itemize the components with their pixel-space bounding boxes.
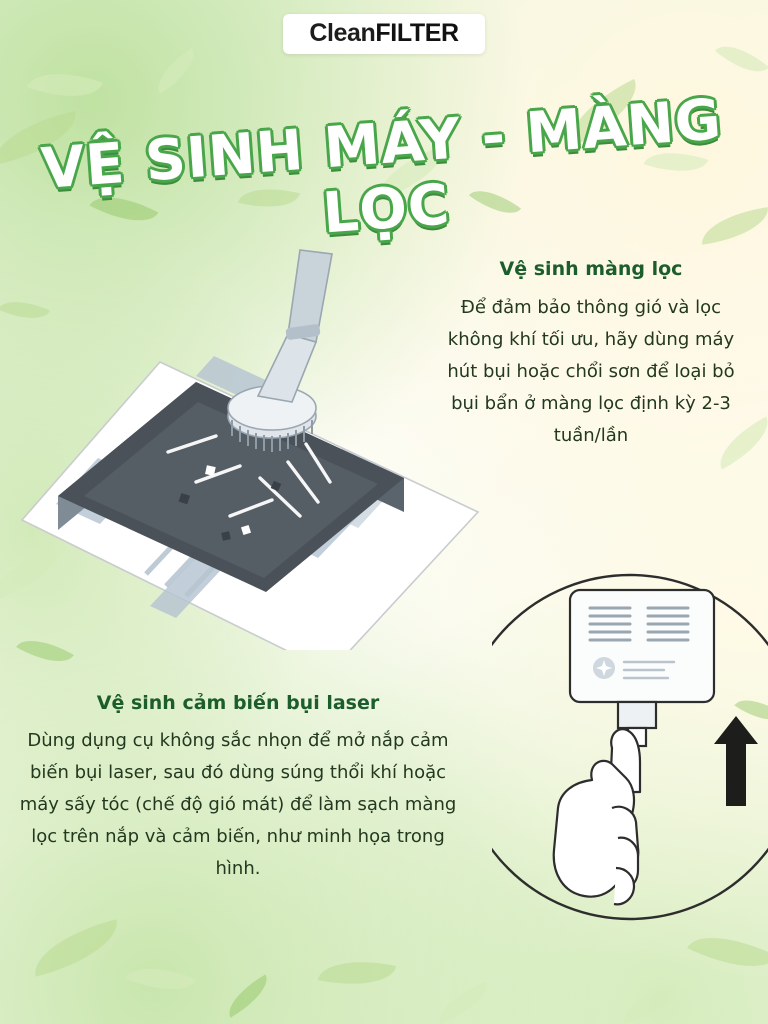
vacuum-cleaning-filter-illustration — [0, 230, 500, 650]
brand-logo-clean: Clean — [309, 19, 376, 47]
section-filter-heading: Vệ sinh màng lọc — [499, 258, 683, 280]
brand-logo-filter: FILTER — [375, 19, 459, 47]
brand-logo-container — [0, 14, 768, 54]
section-filter-cleaning — [438, 258, 744, 452]
section-sensor-heading: Vệ sinh cảm biến bụi laser — [96, 692, 380, 714]
headline-text: VỆ SINH MÁY - MÀNG LỌC — [39, 87, 725, 247]
section-sensor-cleaning — [18, 692, 458, 885]
hand-removing-sensor-cover-illustration — [492, 556, 768, 938]
section-sensor-body: Dùng dụng cụ không sắc nhọn để mở nắp cảm biến bụi laser, sau đó dùng súng thổi khí hoặc máy sấy tóc (chế độ gió mát) để làm sạch màng lọc trên nắp và cảm biến, như minh họa trong hình. — [19, 730, 457, 880]
upward-arrow-icon — [714, 716, 758, 806]
brand-logo — [283, 14, 484, 54]
section-filter-body: Để đảm bảo thông gió và lọc không khí tối ưu, hãy dùng máy hút bụi hoặc chổi sơn để loại bỏ bụi bẩn ở màng lọc định kỳ 2-3 tuần/lần — [447, 297, 735, 447]
